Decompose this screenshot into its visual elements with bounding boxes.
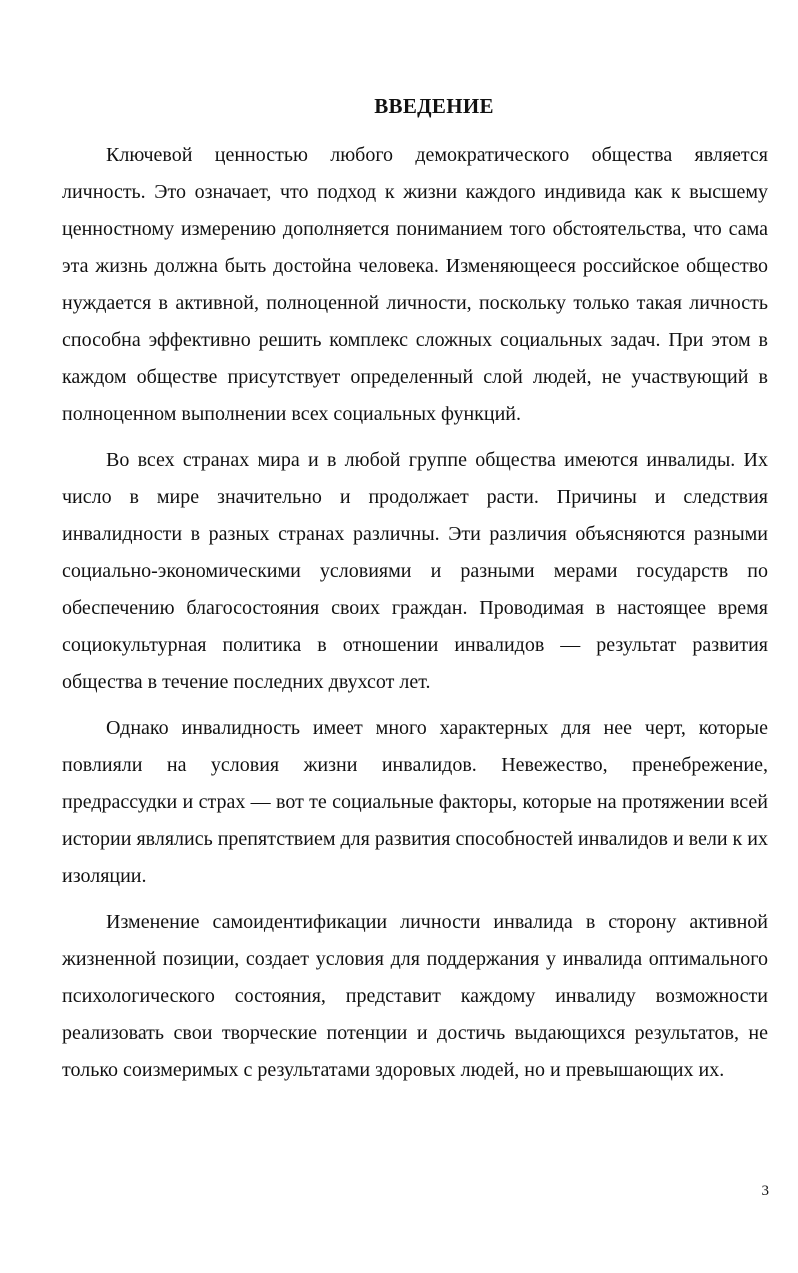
paragraph-3: Однако инвалидность имеет много характерных для нее черт, которые повлияли на условия жизни инвалидов. Невежество, пренебрежение, предрассудки и страх — вот те социальные факторы, которые на протяжении всей истории являлись препятствием для развития способностей инвалидов и вели к их изоляции. bbox=[62, 717, 768, 887]
paragraph-2: Во всех странах мира и в любой группе общества имеются инвалиды. Их число в мире значительно и продолжает расти. Причины и следствия инвалидности в разных странах различны. Эти различия объясняются разными социально-экономическими условиями и разными мерами государств по обеспечению благосостояния своих граждан. Проводимая в настоящее время социокультурная политика в отношении инвалидов — результат развития общества в течение последних двухсот лет. bbox=[62, 449, 768, 693]
body-text bbox=[62, 137, 768, 1089]
page-title: ВВЕДЕНИЕ bbox=[374, 94, 494, 118]
page-number: 3 bbox=[761, 1183, 769, 1199]
paragraph-1: Ключевой ценностью любого демократического общества является личность. Это означает, что подход к жизни каждого индивида как к высшему ценностному измерению дополняется пониманием того обстоятельства, что сама эта жизнь должна быть достойна человека. Изменяющееся российское общество нуждается в активной, полноценной личности, поскольку только такая личность способна эффективно решить комплекс сложных социальных задач. При этом в каждом обществе присутствует определенный слой людей, не участвующий в полноценном выполнении всех социальных функций. bbox=[62, 144, 768, 425]
paragraph-4: Изменение самоидентификации личности инвалида в сторону активной жизненной позиции, создает условия для поддержания у инвалида оптимального психологического состояния, представит каждому инвалиду возможности реализовать свои творческие потенции и достичь выдающихся результатов, не только соизмеримых с результатами здоровых людей, но и превышающих их. bbox=[62, 911, 768, 1081]
